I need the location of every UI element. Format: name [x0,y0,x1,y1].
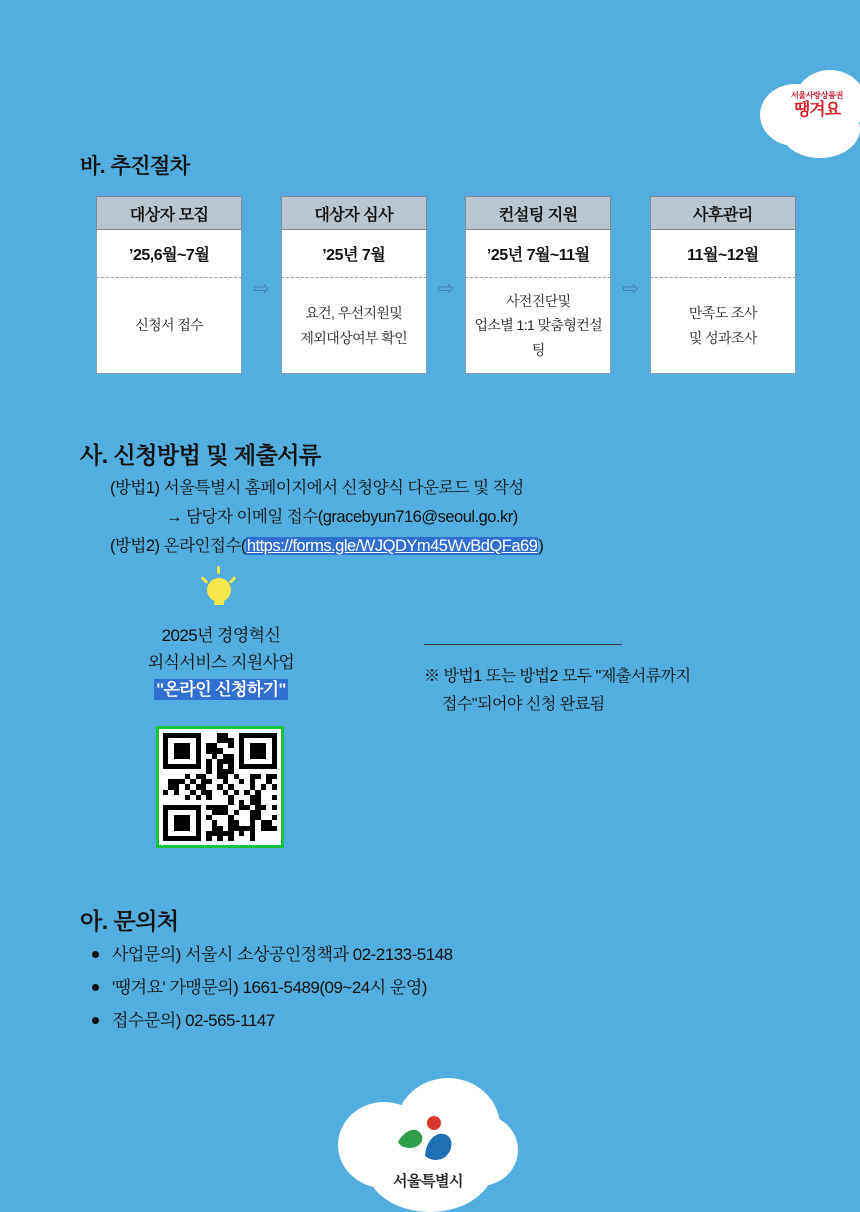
process-step-body-line: 신청서 접수 [135,317,204,334]
note-divider [424,644,622,645]
lightbulb-icon [203,566,235,612]
process-step-header: 대상자 모집 [96,196,242,230]
process-step-body-line: 요건, 우선지원및 [305,305,403,321]
process-step-header: 컨설팅 지원 [465,196,611,230]
apply-method-2-prefix: (방법2) 온라인접수( [110,537,246,555]
qr-caption-line-2: 외식서비스 지원사업 [147,653,295,672]
apply-section-title: 사. 신청방법 및 제출서류 [80,442,321,468]
process-step-body [281,278,427,374]
note-text [424,663,744,719]
process-step-body-line: 만족도 조사 [688,305,757,321]
qr-code[interactable] [156,726,284,848]
note-line-1: ※ 방법1 또는 방법2 모두 "제출서류까지 [424,668,691,685]
process-step-body-line: 업소별 1:1 맞춤형컨설팅 [474,317,603,358]
process-step-body-line: 제외대상여부 확인 [300,329,408,346]
apply-method-2-suffix: ) [538,537,544,555]
seoul-cloud-footer [330,1062,526,1212]
apply-method-2 [110,532,543,561]
process-step-body [650,278,796,374]
apply-method-1: (방법1) 서울특별시 홈페이지에서 신청양식 다운로드 및 작성 [110,479,524,497]
bulb-ray [217,566,220,574]
apply-email-line: → 담당자 이메일 접수(gracebyun716@seoul.go.kr) [166,508,518,526]
process-step-date: ’25,6월~7월 [96,230,242,278]
flow-arrow-icon: ⇨ [437,277,455,300]
badge-small-text: 서울사랑상품권 [791,91,843,100]
process-step-body [465,278,611,374]
online-application-link[interactable]: https://forms.gle/WJQDYm45WvBdQFa69 [246,537,538,555]
process-step-body [96,278,242,374]
note-line-2: 접수"되어야 신청 완료됨 [442,696,605,713]
process-step-date: ’25년 7월 [281,230,427,278]
flow-arrow-icon: ⇨ [622,277,639,300]
process-step-3 [465,196,611,374]
seoul-logo-icon [392,1112,462,1168]
bulb-neck [214,598,224,605]
process-step-2 [281,196,427,374]
badge-big-text: 땡겨요 [793,100,841,119]
qr-code-matrix [163,733,277,841]
badge-logo [774,92,860,118]
seoul-logo-label: 서울특별시 [393,1173,463,1190]
process-step-date: 11월~12월 [650,230,796,278]
process-section-title: 바. 추진절차 [80,155,190,178]
ttaenggyeoyo-cloud-badge [754,66,860,162]
list-item: 접수문의) 02-565-1147 [86,1004,453,1037]
contact-list [86,938,453,1037]
list-item: '땡겨요' 가맹문의) 1661-5489(09~24시 운영) [86,971,453,1004]
process-flow [96,196,796,380]
contact-section-title: 아. 문의처 [80,908,179,934]
bulb-ray [229,576,237,584]
process-step-4 [650,196,796,374]
submission-note [424,644,744,719]
bulb-ray [201,576,209,584]
process-step-body-line: 및 성과조사 [688,329,757,346]
qr-caption-highlight: "온라인 신청하기" [156,680,286,699]
apply-method-block [110,474,543,561]
flow-arrow-icon: ⇨ [253,277,270,300]
process-step-header: 대상자 심사 [281,196,427,230]
qr-caption [118,622,324,703]
process-step-header: 사후관리 [650,196,796,230]
process-step-body-line: 사전진단및 [505,292,571,309]
list-item: 사업문의) 서울시 소상공인정책과 02-2133-5148 [86,938,453,971]
qr-caption-line-1: 2025년 경영혁신 [161,626,281,645]
process-step-1 [96,196,242,374]
process-step-date: ’25년 7월~11월 [465,230,611,278]
qr-caption-highlight-wrap [118,676,324,703]
